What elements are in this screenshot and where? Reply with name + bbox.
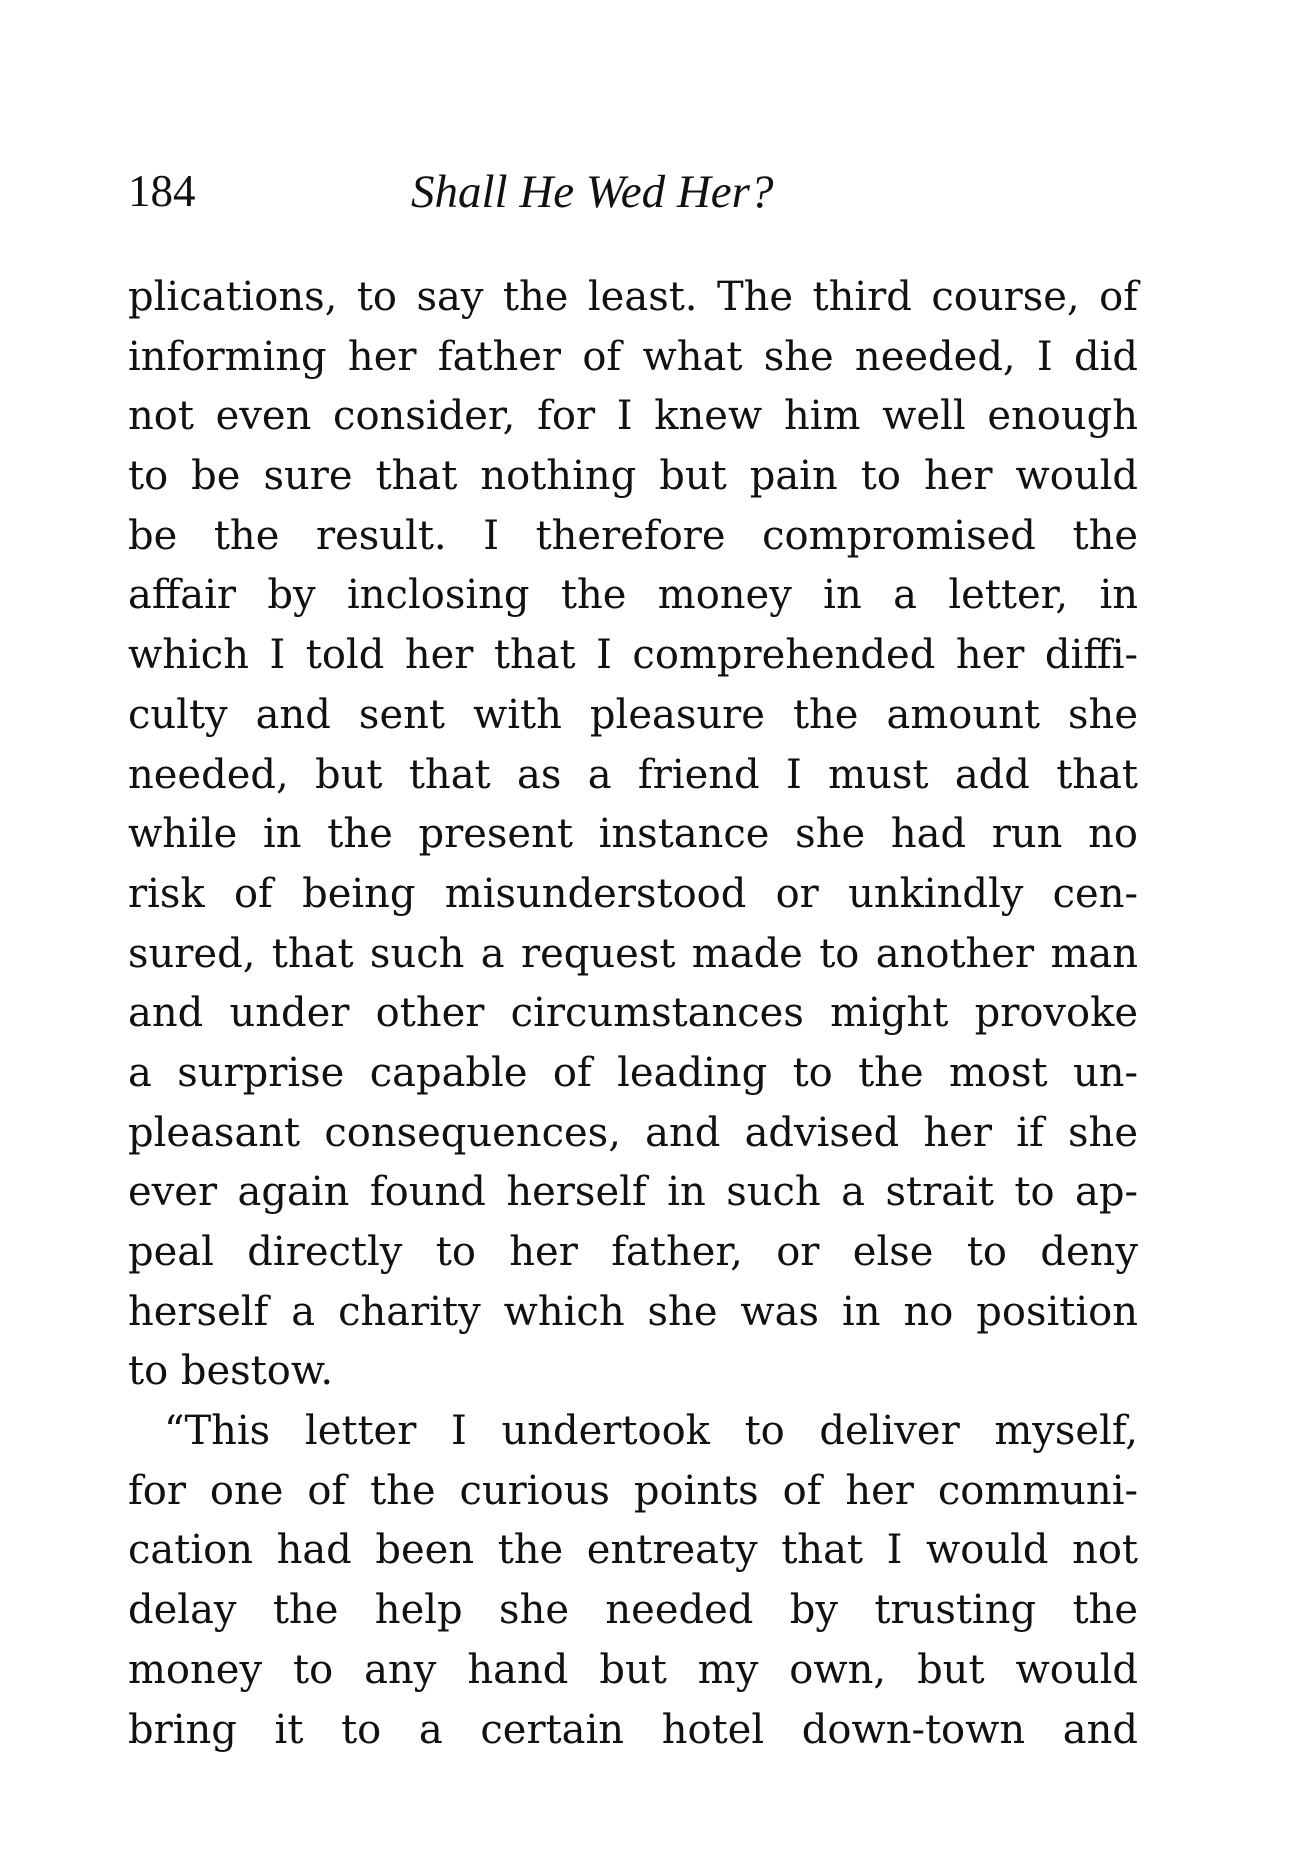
text-line: culty and sent with pleasure the amount she <box>128 691 1138 738</box>
text-line: sured, that such a request made to another man <box>128 930 1138 977</box>
text-line: not even consider, for I knew him well enough <box>128 393 1138 440</box>
page-number: 184 <box>128 166 196 216</box>
text-line: bring it to a certain hotel down-town and <box>128 1706 1138 1753</box>
text-line: ever again found herself in such a strait to ap- <box>128 1169 1138 1216</box>
text-line: for one of the curious points of her communi- <box>128 1467 1138 1514</box>
text-line: and under other circumstances might provoke <box>128 990 1138 1037</box>
body-text <box>128 268 1138 1760</box>
text-line: informing her father of what she needed, I did <box>128 333 1138 380</box>
text-line: which I told her that I comprehended her diffi- <box>128 632 1138 679</box>
text-line: to bestow. <box>128 1348 334 1395</box>
text-line: plications, to say the least. The third course, of <box>128 274 1138 320</box>
text-line: herself a charity which she was in no position <box>128 1288 1138 1335</box>
text-line: pleasant consequences, and advised her if she <box>128 1109 1138 1156</box>
text-line: affair by inclosing the money in a letter, in <box>128 572 1138 619</box>
text-line: needed, but that as a friend I must add that <box>128 751 1138 798</box>
text-line: peal directly to her father, or else to deny <box>128 1229 1138 1275</box>
text-line: to be sure that nothing but pain to her would <box>128 453 1138 500</box>
text-line: while in the present instance she had run no <box>128 811 1138 858</box>
text-line: cation had been the entreaty that I would not <box>128 1527 1138 1574</box>
text-line: “This letter I undertook to deliver myself, <box>164 1408 1138 1455</box>
text-line: delay the help she needed by trusting the <box>128 1587 1138 1634</box>
text-line: be the result. I therefore compromised the <box>128 512 1138 559</box>
text-line: risk of being misunderstood or unkindly cen- <box>128 870 1138 917</box>
running-title: Shall He Wed Her? <box>411 166 774 218</box>
running-head <box>128 165 1138 235</box>
text-line: a surprise capable of leading to the most un- <box>128 1049 1138 1096</box>
text-line: money to any hand but my own, but would <box>128 1646 1138 1693</box>
